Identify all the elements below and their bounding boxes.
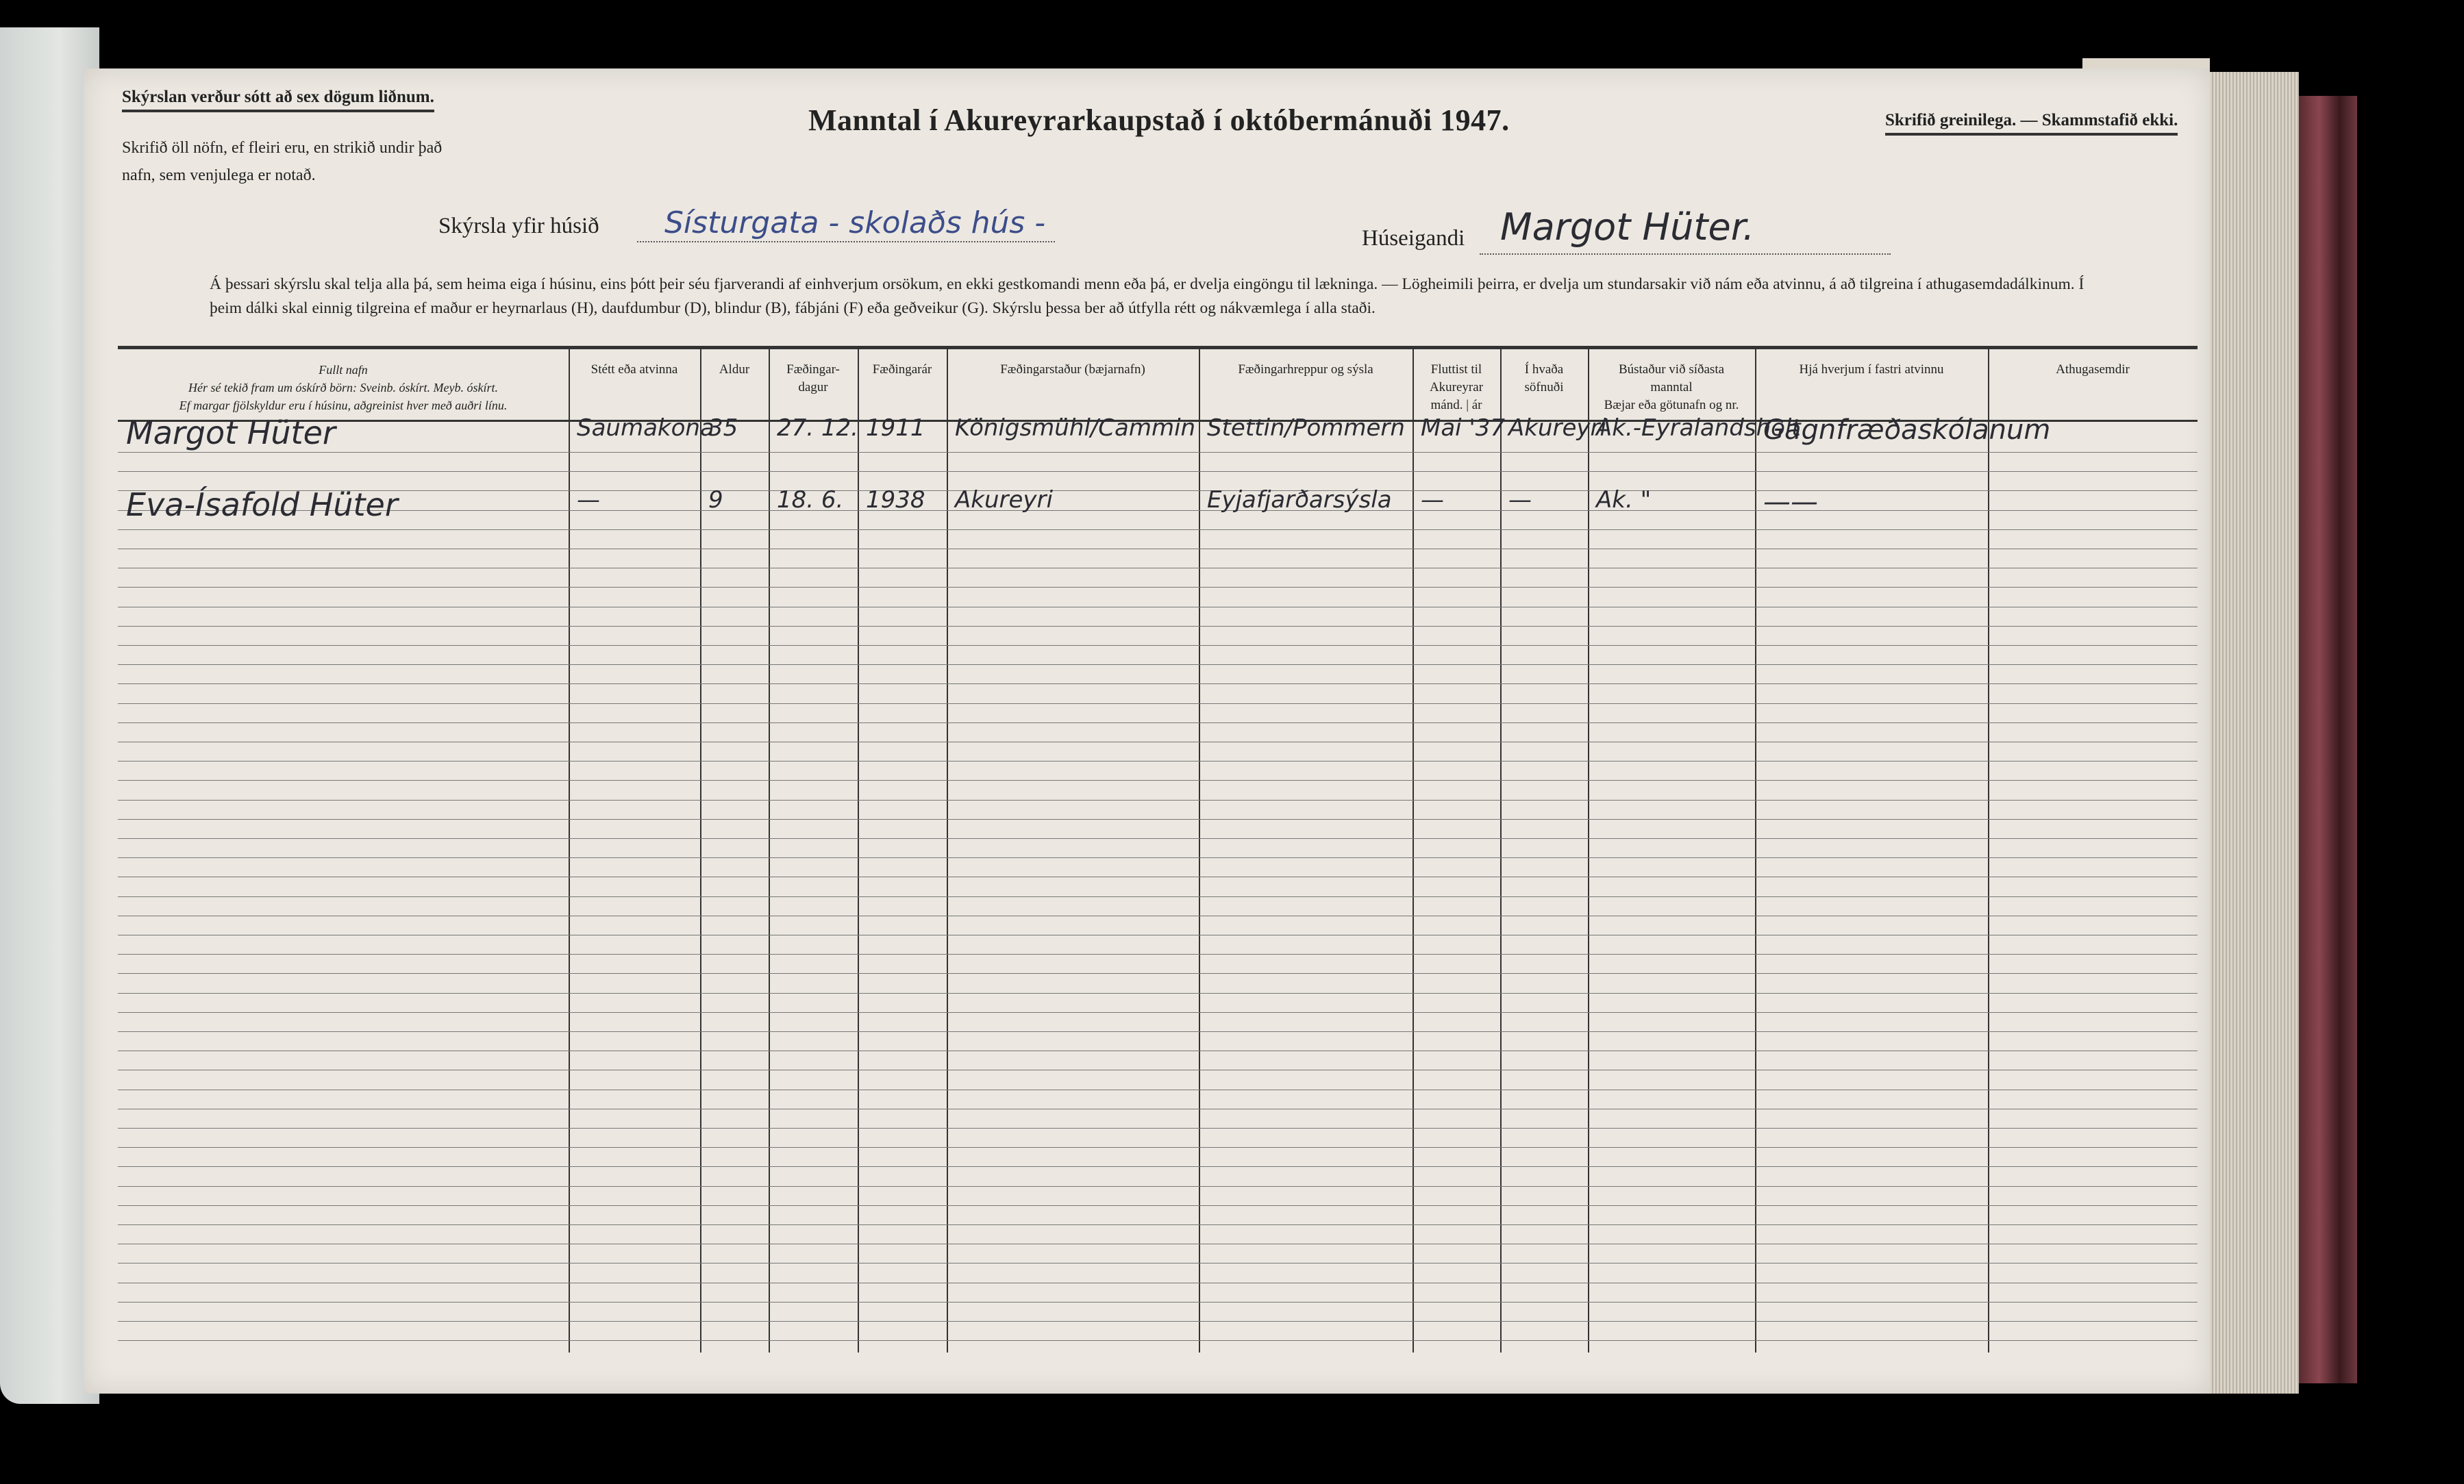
table-row <box>118 626 2198 627</box>
cell-birth-year[interactable]: 1938 <box>866 486 925 514</box>
column-header-birth-year: Fæðingarár <box>872 362 932 377</box>
table-row <box>118 645 2198 646</box>
column-divider <box>700 346 701 1353</box>
cell-parish[interactable]: — <box>1508 486 1532 514</box>
house-field-line <box>637 241 1055 242</box>
table-row <box>118 1166 2198 1167</box>
table-row <box>118 993 2198 994</box>
table-row <box>118 1302 2198 1303</box>
cell-moved[interactable]: Mai '37 <box>1421 414 1506 442</box>
column-header-birth-district: Fæðingarhreppur og sýsla <box>1238 362 1373 377</box>
table-row <box>118 683 2198 684</box>
book-binding <box>2299 96 2357 1383</box>
cell-occupation[interactable]: Saumakona <box>577 414 714 442</box>
cell-birth-district[interactable]: Stettin/Pommern <box>1207 414 1405 442</box>
table-row <box>118 664 2198 665</box>
column-header-employer: Hjá hverjum í fastri atvinnu <box>1799 362 1944 377</box>
table-row <box>118 1321 2198 1322</box>
table-row <box>118 587 2198 588</box>
owner-field-line <box>1480 253 1891 255</box>
column-header-occupation: Stétt eða atvinna <box>590 362 678 377</box>
owner-label: Húseigandi <box>1362 226 1465 251</box>
column-divider <box>947 346 948 1353</box>
table-row <box>118 761 2198 762</box>
table-row <box>118 857 2198 858</box>
table-row <box>118 954 2198 955</box>
column-header-previous-address: Bústaður við síðasta manntal Bæjar eða götunafn og nr. <box>1604 362 1739 412</box>
table-row <box>118 1147 2198 1148</box>
page-title: Manntal í Akureyrarkaupstað í októbermánuði 1947. <box>808 103 1510 137</box>
table-row <box>118 471 2198 472</box>
instructions-text: Á þessari skýrslu skal telja alla þá, sem heima eiga í húsinu, eins þótt þeir séu fjarverandi af einhverjum orsökum, en ekki gestkomandi menn eða þá, er dvelja eingöngu til lækninga. — Lögheimili þeirra, er dvelja um stundarsakir við nám eða atvinnu, á að tilgreina í athugasemdadálkinum. Í þeim dálki skal einnig tilgreina ef maður er heyrnarlaus (H), daufdumbur (D), blindur (B), fábjáni (F) eða geðveikur (G). Skýrslu þessa ber að útfylla rétt og nákvæmlega í alla staði. <box>210 275 2085 317</box>
table-row <box>118 1031 2198 1032</box>
cell-occupation[interactable]: — <box>577 486 600 514</box>
column-divider <box>858 346 859 1353</box>
cell-birth-year[interactable]: 1911 <box>866 414 925 442</box>
column-header-parish: Í hvaða söfnuði <box>1524 362 1564 394</box>
collection-notice: Skýrslan verður sótt að sex dögum liðnum. <box>122 88 434 112</box>
column-divider <box>1199 346 1200 1353</box>
table-row <box>118 819 2198 820</box>
cell-name[interactable]: Eva-Ísafold Hüter <box>126 486 398 523</box>
page-stack-edges <box>2210 72 2299 1394</box>
column-divider <box>569 346 570 1353</box>
table-row <box>118 510 2198 511</box>
table-row <box>118 973 2198 974</box>
writing-notice: Skrifið greinilega. — Skammstafið ekki. <box>1885 111 2178 136</box>
column-divider <box>1413 346 1414 1353</box>
column-divider <box>1588 346 1589 1353</box>
cell-birth-place[interactable]: Akureyri <box>955 486 1053 514</box>
cell-previous-address[interactable]: Ak.-Eyralandsholt <box>1596 414 1801 442</box>
table-row <box>118 1340 2198 1341</box>
column-header-age: Aldur <box>719 362 750 377</box>
column-header-name: Fullt nafn Hér sé tekið fram um óskírð börn: Sveinb. óskírt. Meyb. óskírt. Ef margar fjölskyldur eru í húsinu, aðgreinist hver með auðri línu. <box>179 363 508 412</box>
owner-field[interactable]: Margot Hüter. <box>1500 205 1755 249</box>
cell-birth-day[interactable]: 27. 12. <box>777 414 858 442</box>
cell-moved[interactable]: — <box>1421 486 1444 514</box>
cell-birth-district[interactable]: Eyjafjarðarsýsla <box>1207 486 1392 514</box>
house-label: Skýrsla yfir húsið <box>438 214 599 238</box>
column-header-birth-place: Fæðingarstaður (bæjarnafn) <box>1000 362 1145 377</box>
column-divider <box>769 346 770 1353</box>
table-row <box>118 490 2198 491</box>
cell-birth-place[interactable]: Königsmühl/Cammin <box>955 414 1196 442</box>
table-row <box>118 896 2198 897</box>
column-header-notes: Athugasemdir <box>2056 362 2130 377</box>
table-row <box>118 452 2198 453</box>
table-row <box>118 1205 2198 1206</box>
column-header-birth-day: Fæðingar- dagur <box>786 362 840 394</box>
cell-birth-day[interactable]: 18. 6. <box>777 486 844 514</box>
census-table <box>118 346 2198 1366</box>
cell-age[interactable]: 9 <box>708 486 723 514</box>
column-divider <box>1755 346 1756 1353</box>
table-row <box>118 529 2198 530</box>
table-row <box>118 800 2198 801</box>
cell-employer[interactable]: Gagnfræðaskólanum <box>1763 414 2051 446</box>
table-row <box>118 1186 2198 1187</box>
table-top-rule <box>118 346 2198 349</box>
cell-parish[interactable]: Akureyri <box>1508 414 1606 442</box>
cell-name[interactable]: Margot Hüter <box>126 414 336 451</box>
column-header-moved: Fluttist til Akureyrar mánd. | ár <box>1429 362 1484 412</box>
cell-previous-address[interactable]: Ak. " <box>1596 486 1652 514</box>
naming-note: Skrifið öll nöfn, ef fleiri eru, en strikið undir það nafn, sem venjulega er notað. <box>122 139 443 184</box>
table-row <box>118 1012 2198 1013</box>
table-row <box>118 1224 2198 1225</box>
table-row <box>118 780 2198 781</box>
table-row <box>118 703 2198 704</box>
column-divider <box>1988 346 1989 1353</box>
table-row <box>118 838 2198 839</box>
column-divider <box>1500 346 1502 1353</box>
house-field[interactable]: Sísturgata - skolaðs hús - <box>664 205 1046 240</box>
cell-employer[interactable]: —— <box>1763 486 1818 518</box>
table-row <box>118 722 2198 723</box>
table-row <box>118 1128 2198 1129</box>
cell-age[interactable]: 35 <box>708 414 738 442</box>
